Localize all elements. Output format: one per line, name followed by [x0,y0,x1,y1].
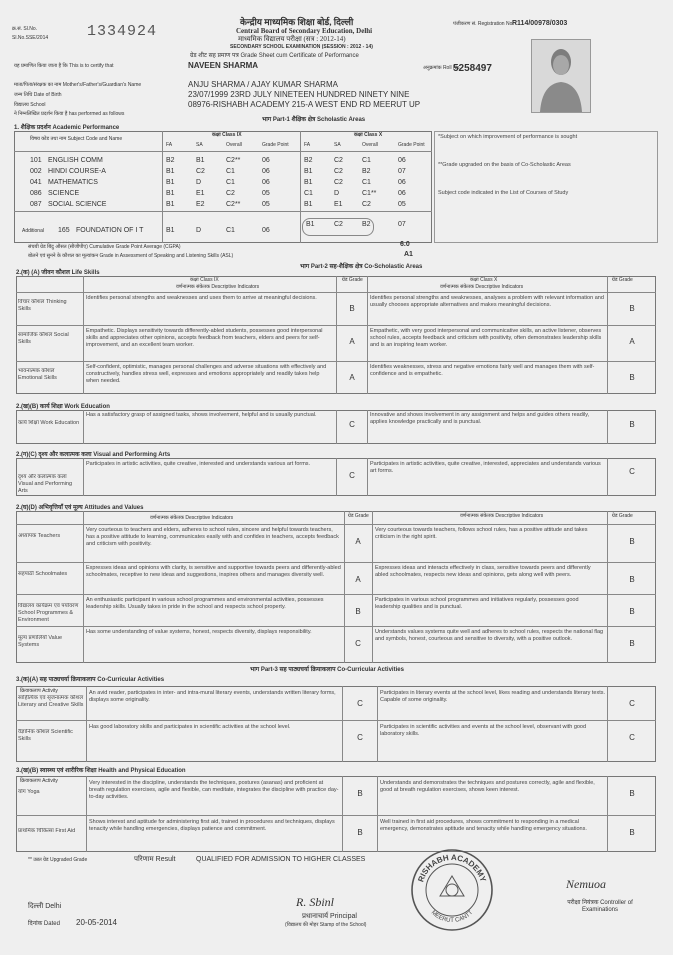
sr-no-label: क्र.सं. Sl.No. [12,26,38,32]
class9-grade: C2 [196,168,205,175]
health-d9: Very interested in the discipline, understands the techniques, postures (asanas) and proficient at breath regulation exercises, agile and flexible, can meditate, integrates the discipline with practice day-to-day activities. [89,780,339,800]
work-d10: Innovative and shows involvement in any assignment and helps and guides others readily, applies knowledge practically and is punctual. [370,412,590,425]
class10-grade: 05 [398,201,406,208]
activity-grade10: C [629,699,635,708]
health-grade9: B [357,789,363,798]
parents-name: ANJU SHARMA / AJAY KUMAR SHARMA [188,80,338,89]
upgraded-label: ** उन्नत ग्रेड Upgraded Grade [28,857,88,863]
class10-grade: 06 [398,157,406,164]
life-grade-header: ग्रेड Grade [342,277,363,283]
life-class9-header: कक्षा Class IX [190,277,219,283]
class10-grade: 07 [398,168,406,175]
activity-col-header: क्रियाकलाप Activity [20,688,58,694]
life-skill-grade9: A [349,337,355,346]
class9-grade: B1 [166,179,175,186]
principal-signature: R. Sbinl [296,895,334,909]
class10-grade: E1 [334,201,343,208]
activity-label: वैज्ञानिक कौशल Scientific Skills [18,729,73,742]
attitude-label: अध्यापक Teachers [18,533,61,539]
life-skill-grade10: A [629,337,635,346]
visual-d9: Participates in artistic activities, quite creative, interested and understands various art forms. [86,461,311,467]
life-skill-label: भावनात्मक कौशल Emotional Skills [18,368,57,381]
part3-heading: भाग Part-3 सह पाठ्यचर्या क्रियाकलाप Co-Curricular Activities [250,667,404,673]
date-of-birth: 23/07/1999 23RD JULY NINETEEN HUNDRED NINETY NINE [188,90,410,99]
class10-grade: D [334,190,340,197]
work-d9: Has a satisfactory grasp of assigned tasks, shows involvement, helpful and is usually punctual. [86,412,317,418]
health-grade9: B [357,828,363,837]
activity-grade9: C [357,733,363,742]
attitude-label: विद्यालय कार्यक्रम एवं पर्यावरण School Programmes & Environment [18,603,79,623]
class9-grade: C2 [226,190,235,197]
health-grade10: B [629,789,635,798]
class9-grade: E1 [196,190,205,197]
subcol-class10-0: FA [304,142,311,148]
class10-grade: B1 [304,201,313,208]
life-grade10-header: ग्रेड Grade [612,277,633,283]
life-di-header-9: वर्णनात्मक संकेतक Descriptive Indicators [176,284,260,290]
subject-name: SCIENCE [48,190,80,197]
class10-grade: C1 [362,179,371,186]
class9-grade: C2** [226,157,241,164]
additional-code: 165 [58,227,70,234]
student-name: NAVEEN SHARMA [188,61,259,70]
life-skills-heading: 2.(क) (A) जीवन कौशल Life Skills [16,270,100,276]
cgpa-value: 6.0 [400,241,410,248]
subject-name: ENGLISH COMM [48,157,103,164]
subject-col-header: विषय कोड तथा नाम Subject Code and Name [30,136,123,142]
life-skill-d10: Identifies weaknesses, stress and negative emotions fairly well and manages them with self-confidence and is empathetic. [370,364,595,377]
health-d9: Shows interest and aptitude for administering first aid, trained in procedures and techniques, displays tenacity while handling emergencies, displays patience and commitment. [89,819,335,832]
class9-grade: 05 [262,201,270,208]
health-d10: Understands and demonstrates the techniques and postures correctly, agile and flexible, good at breath regulation exercises, shows keen interest. [380,780,595,793]
attitude-d9: Very courteous to teachers and elders, adheres to school rules, sincere and helpful towards teachers, has a positive attitude to learning, communicates easily with and confides in teachers, accepts feedback and criticism with positivity. [86,527,339,547]
asl-value: A1 [404,251,413,258]
class10-grade: B2 [362,168,371,175]
additional-name: FOUNDATION OF I T [76,227,144,234]
visual-d10: Participates in artistic activities, quite creative, interested, appreciates and understands various art forms. [370,461,601,474]
life-skill-d10: Identifies personal strengths and weaknesses, analyses a problem with relevant information and usually chooses appropriate alternatives and makes meaningful decisions. [370,295,604,308]
life-skill-d9: Self-confident, optimistic, manages personal challenges and adverse situations with effectively and constructively, handles stress well, expresses and emotions appropriately and readily takes help when needed. [86,364,327,384]
health-label: प्राथमिक चिकित्सा First Aid [18,828,76,834]
class9-grade: 05 [262,190,270,197]
subject-name: HINDI COURSE-A [48,168,106,175]
class9-grade: B1 [166,168,175,175]
serial-number: 1334924 [87,23,158,40]
activity-grade9: C [357,699,363,708]
additional-gp9: 06 [262,227,270,234]
class9-grade: B1 [166,190,175,197]
dob-label: जन्म तिथि Date of Birth [14,92,62,98]
class9-grade: B1 [196,157,205,164]
class10-grade: C2 [334,168,343,175]
health-heading: 3.(ख)(B) स्वास्थ्य एवं शारीरिक शिक्षा Health and Physical Education [16,768,186,774]
academic-label: 1. शैक्षिक प्रदर्शन Academic Performance [14,125,120,131]
subject-code: 087 [30,201,42,208]
issue-date: 20-05-2014 [76,918,117,927]
life-skill-grade10: B [629,304,635,313]
subcol-class9-3: Grade Point [262,142,289,148]
work-grade10: B [629,420,635,429]
life-di-header-10: वर्णनात्मक संकेतक Descriptive Indicators [440,284,524,290]
attitude-label: मूल्य प्रणालियाँ Value Systems [18,635,63,648]
attitude-d9: Expresses ideas and opinions with clarity, is sensitive and supportive towards peers and differently-abled schoolmates, receptive to new ideas and suggestions, inspires others and manages diversity well. [86,565,341,578]
attitude-grade10: B [629,537,635,546]
attitude-d10: Participates in various school programmes and initiatives regularly, possesses good leadership qualities and is punctual. [375,597,579,610]
health-grade10: B [629,828,635,837]
class10-grade: B1 [304,179,313,186]
principal-label: प्रधानाचार्य Principal [302,913,357,920]
additional-overall9: C1 [226,227,235,234]
exam-english: SECONDARY SCHOOL EXAMINATION (SESSION : 2012 - 14) [230,44,373,50]
attitude-heading: 2.(घ)(D) अभिवृत्तियाँ एवं मूल्य Attitudes and Values [16,505,144,511]
class9-grade: 06 [262,157,270,164]
subcol-class9-1: SA [196,142,203,148]
subject-name: SOCIAL SCIENCE [48,201,107,208]
additional-overall10: B2 [362,221,371,228]
visual-heading: 2.(ग)(C) दृश्य और कलात्मक कला Visual and Performing Arts [16,452,171,458]
life-skill-d10: Empathetic, with very good interpersonal and communicative skills, an active listener, observes school rules, accepts feedback and criticism with positivity, often demonstrates leadership skills and is an inspiring team worker. [370,328,602,348]
attitude-d10: Very courteous towards teachers, follows school rules, has a positive attitude and takes criticism in the right spirit. [375,527,588,540]
svg-text:RISHABH ACADEMY: RISHABH ACADEMY [416,852,488,884]
note-3: Subject code indicated in the List of Courses of Study [438,190,569,196]
asl-label: बोलने एवं सुनने के कौशल का मूल्यांकन Grade in Assessment of Speaking and Listening Skills (ASL) [28,253,234,259]
activities-heading: 3.(क)(A) सह पाठ्यचर्या क्रियाकलाप Co-Curricular Activities [16,677,165,683]
life-skill-d9: Empathetic. Displays sensitivity towards differently-abled students, possesses good interpersonal skills and appreciates other opinions, accepts feedback from teachers, elders and peers for self-improvement, and an excellent team worker. [86,328,323,348]
class9-grade: E2 [196,201,205,208]
additional-gp10: 07 [398,221,406,228]
attitude-d10: Understands values systems quite well and adheres to school rules, respects the national flag and symbols, honest, courteous and sensitive to diversity, with a positive outlook. [375,629,604,642]
life-skill-label: सामाजिक कौशल Social Skills [18,332,69,345]
certify-label: यह प्रमाणित किया जाता है कि This is to certify that [14,63,114,69]
life-skill-grade9: B [349,304,355,313]
activity-label: साहित्यिक एवं सृजनात्मक कौशल Literary and Creative Skills [18,695,84,708]
class9-header: कक्षा Class IX [212,132,242,138]
additional-sa9: D [196,227,202,234]
activity-grade10: C [629,733,635,742]
activity-d9: An avid reader, participates in inter- and intra-mural literary events, understands written literary forms, displays some originality. [89,690,336,703]
svg-text:MEERUT CANTT: MEERUT CANTT [429,909,475,925]
class9-grade: B1 [166,201,175,208]
certificate-title: ग्रेड शीट सह प्रमाण पत्र Grade Sheet cum Certificate of Performance [190,53,359,59]
roll-number: 5258497 [453,63,492,74]
class10-grade: C2 [334,179,343,186]
registration-number: R114/00978/0303 [512,20,568,27]
attitude-grade10: B [629,639,635,648]
life-skill-grade10: B [629,373,635,382]
part1-heading: भाग Part-1 शैक्षिक क्षेत्र Scholastic Areas [262,117,366,123]
place-label: दिल्ली Delhi [28,903,62,910]
activity-d10: Participates in literary events at the school level, likes reading and understands literary texts. Capable of some originality. [380,690,605,703]
additional-fa9: B1 [166,227,175,234]
subcol-class10-1: SA [334,142,341,148]
work-grade9: C [349,420,355,429]
subject-name: MATHEMATICS [48,179,98,186]
board-english: Central Board of Secondary Education, Delhi [236,27,373,35]
class9-grade: C1 [226,168,235,175]
life-skill-label: विचार कौशल Thinking Skills [18,299,67,312]
attitude-grade9: B [355,607,361,616]
note-1: *Subject on which improvement of performance is sought [438,134,578,140]
attitude-grade9: A [355,575,361,584]
sn-ref: Sl.No.SSE/2014 [12,35,49,41]
attitude-grade10-header: ग्रेड Grade [612,513,633,519]
part2-heading: भाग Part-2 सह-शैक्षिक क्षेत्र Co-Scholastic Areas [300,264,423,270]
registration-label: पंजीकरण सं. Registration No. [453,21,514,27]
principal-stamp-label: (विद्यालय की मोहर Stamp of the School) [285,922,367,928]
cgpa-label: संचयी ग्रेड बिंदु औसत (सीजीपीए) Cumulative Grade Point Average (CGPA) [28,244,181,250]
visual-grade9: C [349,471,355,480]
additional-label: Additional [22,228,44,234]
class10-grade: C1** [362,190,377,197]
class9-grade: D [196,179,202,186]
health-label: योग Yoga [18,789,40,795]
attitude-grade10: B [629,575,635,584]
controller-label: परीक्षा नियंत्रक Controller of Examinations [567,900,633,913]
attitude-d9: Has some understanding of value systems, honest, respects diversity, displays responsibility. [86,629,312,635]
parents-label: माता/पिता/संरक्षक का नाम Mother's/Father's/Guardian's Name [14,82,142,88]
result-value: QUALIFIED FOR ADMISSION TO HIGHER CLASSES [196,856,366,863]
class10-grade: C2 [334,157,343,164]
class10-grade: B2 [304,157,313,164]
subject-code: 002 [30,168,42,175]
board-hindi: केन्द्रीय माध्यमिक शिक्षा बोर्ड, दिल्ली [240,17,354,27]
subject-code: 041 [30,179,42,186]
school-seal [408,846,496,934]
attitude-label: सहपाठी Schoolmates [18,571,68,577]
class10-header: कक्षा Class X [354,132,383,138]
subcol-class9-0: FA [166,142,173,148]
attitude-d9: An enthusiastic participant in various school programmes and environmental activities, possesses leadership skills. Usually takes in pride in the school and respects school property. [86,597,324,610]
class9-grade: C2** [226,201,241,208]
additional-fa10: B1 [306,221,315,228]
class9-grade: 06 [262,179,270,186]
attitude-di-header-10: वर्णनात्मक संकेतक Descriptive Indicators [460,513,544,519]
activity-d10: Participates in scientific activities and events at the school level, observant with good laboratory skills. [380,724,587,737]
life-skill-d9: Identifies personal strengths and weaknesses and uses them to arrive at meaningful decisions. [86,295,317,301]
subject-code: 101 [30,157,42,164]
subcol-class10-2: Overall [362,142,378,148]
activity-d9: Has good laboratory skills and participates in scientific activities at the school level. [89,724,291,730]
class10-grade: 06 [398,190,406,197]
life-skill-grade9: A [349,373,355,382]
class9-grade: 06 [262,168,270,175]
school-label: विद्यालय School [14,102,46,108]
health-d10: Well trained in first aid procedures, shows commitment to responding in a medical emergency, demonstrates aptitude and tenacity while handling emergency situations. [380,819,587,832]
subject-code: 086 [30,190,42,197]
roll-label: अनुक्रमांक Roll No. [423,65,461,71]
work-heading: 2.(ख)(B) कार्य शिक्षा Work Education [16,404,110,410]
result-label: परिणाम Result [134,856,176,863]
life-class10-header: कक्षा Class X [470,277,498,283]
class10-grade: C1 [304,190,313,197]
attitude-d10: Expresses ideas and interacts effectively in class, sensitive towards peers and differently abled schoolmates, respects new ideas and opinions, gets along well with peers. [375,565,591,578]
attitude-grade-header: ग्रेड Grade [348,513,369,519]
attitude-grade10: B [629,607,635,616]
class10-grade: C1 [362,157,371,164]
exam-hindi: माध्यमिक विद्यालय परीक्षा (सत्र : 2012-14) [238,35,346,43]
attitude-di-header-9: वर्णनात्मक संकेतक Descriptive Indicators [150,515,234,521]
class9-grade: C1 [226,179,235,186]
date-label: दिनांक Dated [28,921,60,927]
student-photo [531,39,591,113]
attitude-grade9: C [355,639,361,648]
note-2: **Grade upgraded on the basis of Co-Scholastic Areas [438,162,571,168]
class9-grade: B2 [166,157,175,164]
controller-signature: Nemuoa [566,877,606,891]
health-activity-col-header: क्रियाकलाप Activity [20,778,58,784]
subcol-class9-2: Overall [226,142,242,148]
visual-grade10: C [629,467,635,476]
class10-grade: 06 [398,179,406,186]
work-label: कार्य शिक्षा Work Education [18,420,80,426]
attitude-grade9: A [355,537,361,546]
additional-sa10: C2 [334,221,343,228]
class10-grade: C2 [362,201,371,208]
school-name: 08976-RISHABH ACADEMY 215-A WEST END RD MEERUT UP [188,100,421,109]
subcol-class10-3: Grade Point [398,142,425,148]
visual-label: दृश्य और कलात्मक कला Visual and Performing Arts [18,474,73,494]
performed-label: ने निम्नलिखित प्रदर्शन किया है has performed as follows [14,111,125,117]
class10-grade: B1 [304,168,313,175]
